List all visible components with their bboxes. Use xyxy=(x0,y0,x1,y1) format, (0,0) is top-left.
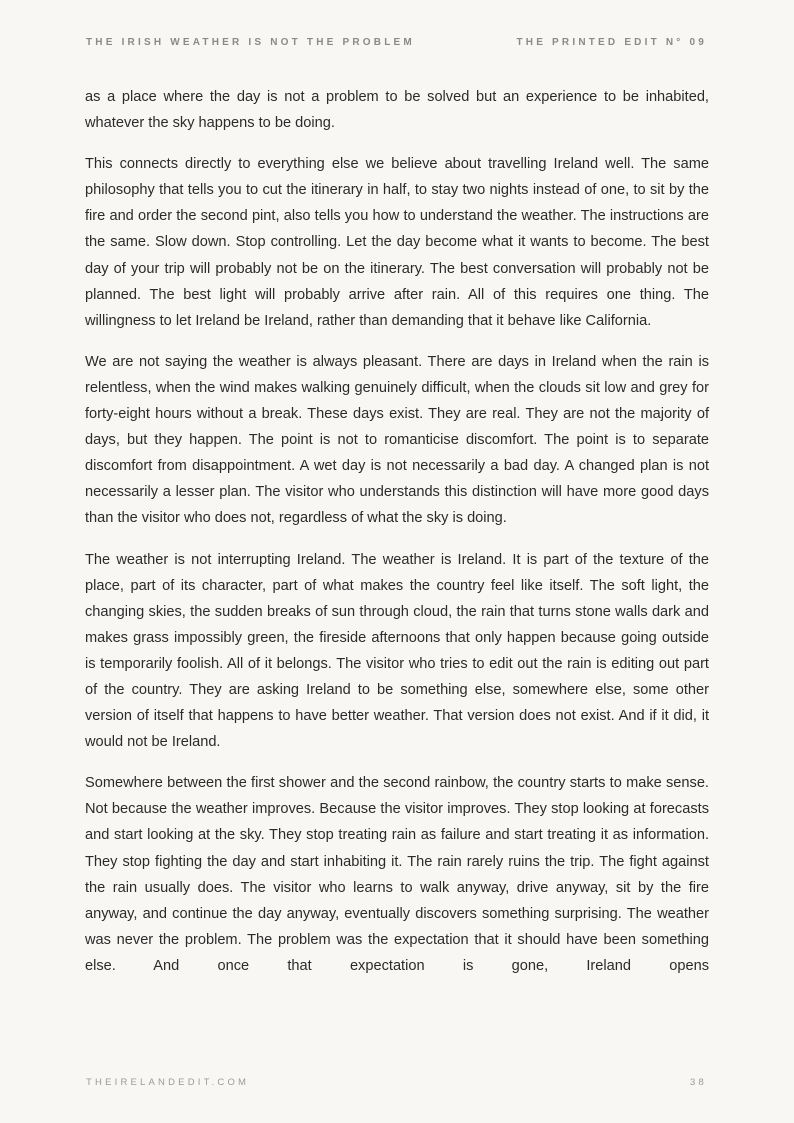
header-title: THE IRISH WEATHER IS NOT THE PROBLEM xyxy=(86,37,415,48)
header-edition: THE PRINTED EDIT N° 09 xyxy=(516,37,707,48)
paragraph: Somewhere between the first shower and the second rainbow, the country starts to make sense. Not because the weather improves. Because the visitor improves. They stop looking at forecasts and start looking at the sky. They stop treating rain as failure and start treating it as information. They stop fighting the day and start inhabiting it. The rain rarely ruins the trip. The fight against the rain usually does. The visitor who learns to walk anyway, drive anyway, sit by the fire anyway, and continue the day anyway, eventually discovers something surprising. The weather was never the problem. The problem was the expectation that it should have been something else. And once that expectation is gone, Ireland opens xyxy=(85,775,709,974)
paragraph: as a place where the day is not a problem to be solved but an experience to be inhabited, whatever the sky happens to be doing. xyxy=(85,89,709,132)
paragraph: This connects directly to everything else we believe about travelling Ireland well. The same philosophy that tells you to cut the itinerary in half, to stay two nights instead of one, to sit by the fire and order the second pint, also tells you how to understand the weather. The instructions are the same. Slow down. Stop controlling. Let the day become what it wants to become. The best day of your trip will probably not be on the itinerary. The best conversation will probably not be planned. The best light will probably arrive after rain. All of this requires one thing. The willingness to let Ireland be Ireland, rather than demanding that it behave like California. xyxy=(85,156,709,329)
page-number: 38 xyxy=(690,1077,707,1088)
paragraph: The weather is not interrupting Ireland. The weather is Ireland. It is part of the texture of the place, part of its character, part of what makes the country feel like itself. The soft light, the changing skies, the sudden breaks of sun through cloud, the rain that turns stone walls dark and makes grass impossibly green, the fireside afternoons that only happen because going outside is temporarily foolish. All of it belongs. The visitor who tries to edit out the rain is editing out part of the country. They are asking Ireland to be something else, somewhere else, some other version of itself that happens to have better weather. That version does not exist. And if it did, it would not be Ireland. xyxy=(85,551,709,751)
paragraph: We are not saying the weather is always pleasant. There are days in Ireland when the rain is relentless, when the wind makes walking genuinely difficult, when the clouds sit low and grey for forty-eight hours without a break. These days exist. They are real. They are not the majority of days, but they happen. The point is not to romanticise discomfort. The point is to separate discomfort from disappointment. A wet day is not necessarily a bad day. A changed plan is not necessarily a lesser plan. The visitor who understands this distinction will have more good days than the visitor who does not, regardless of what the sky is doing. xyxy=(85,353,709,527)
running-header xyxy=(86,37,707,48)
article-body xyxy=(85,84,709,994)
running-footer xyxy=(86,1077,707,1088)
footer-site: THEIRELANDEDIT.COM xyxy=(86,1077,250,1088)
